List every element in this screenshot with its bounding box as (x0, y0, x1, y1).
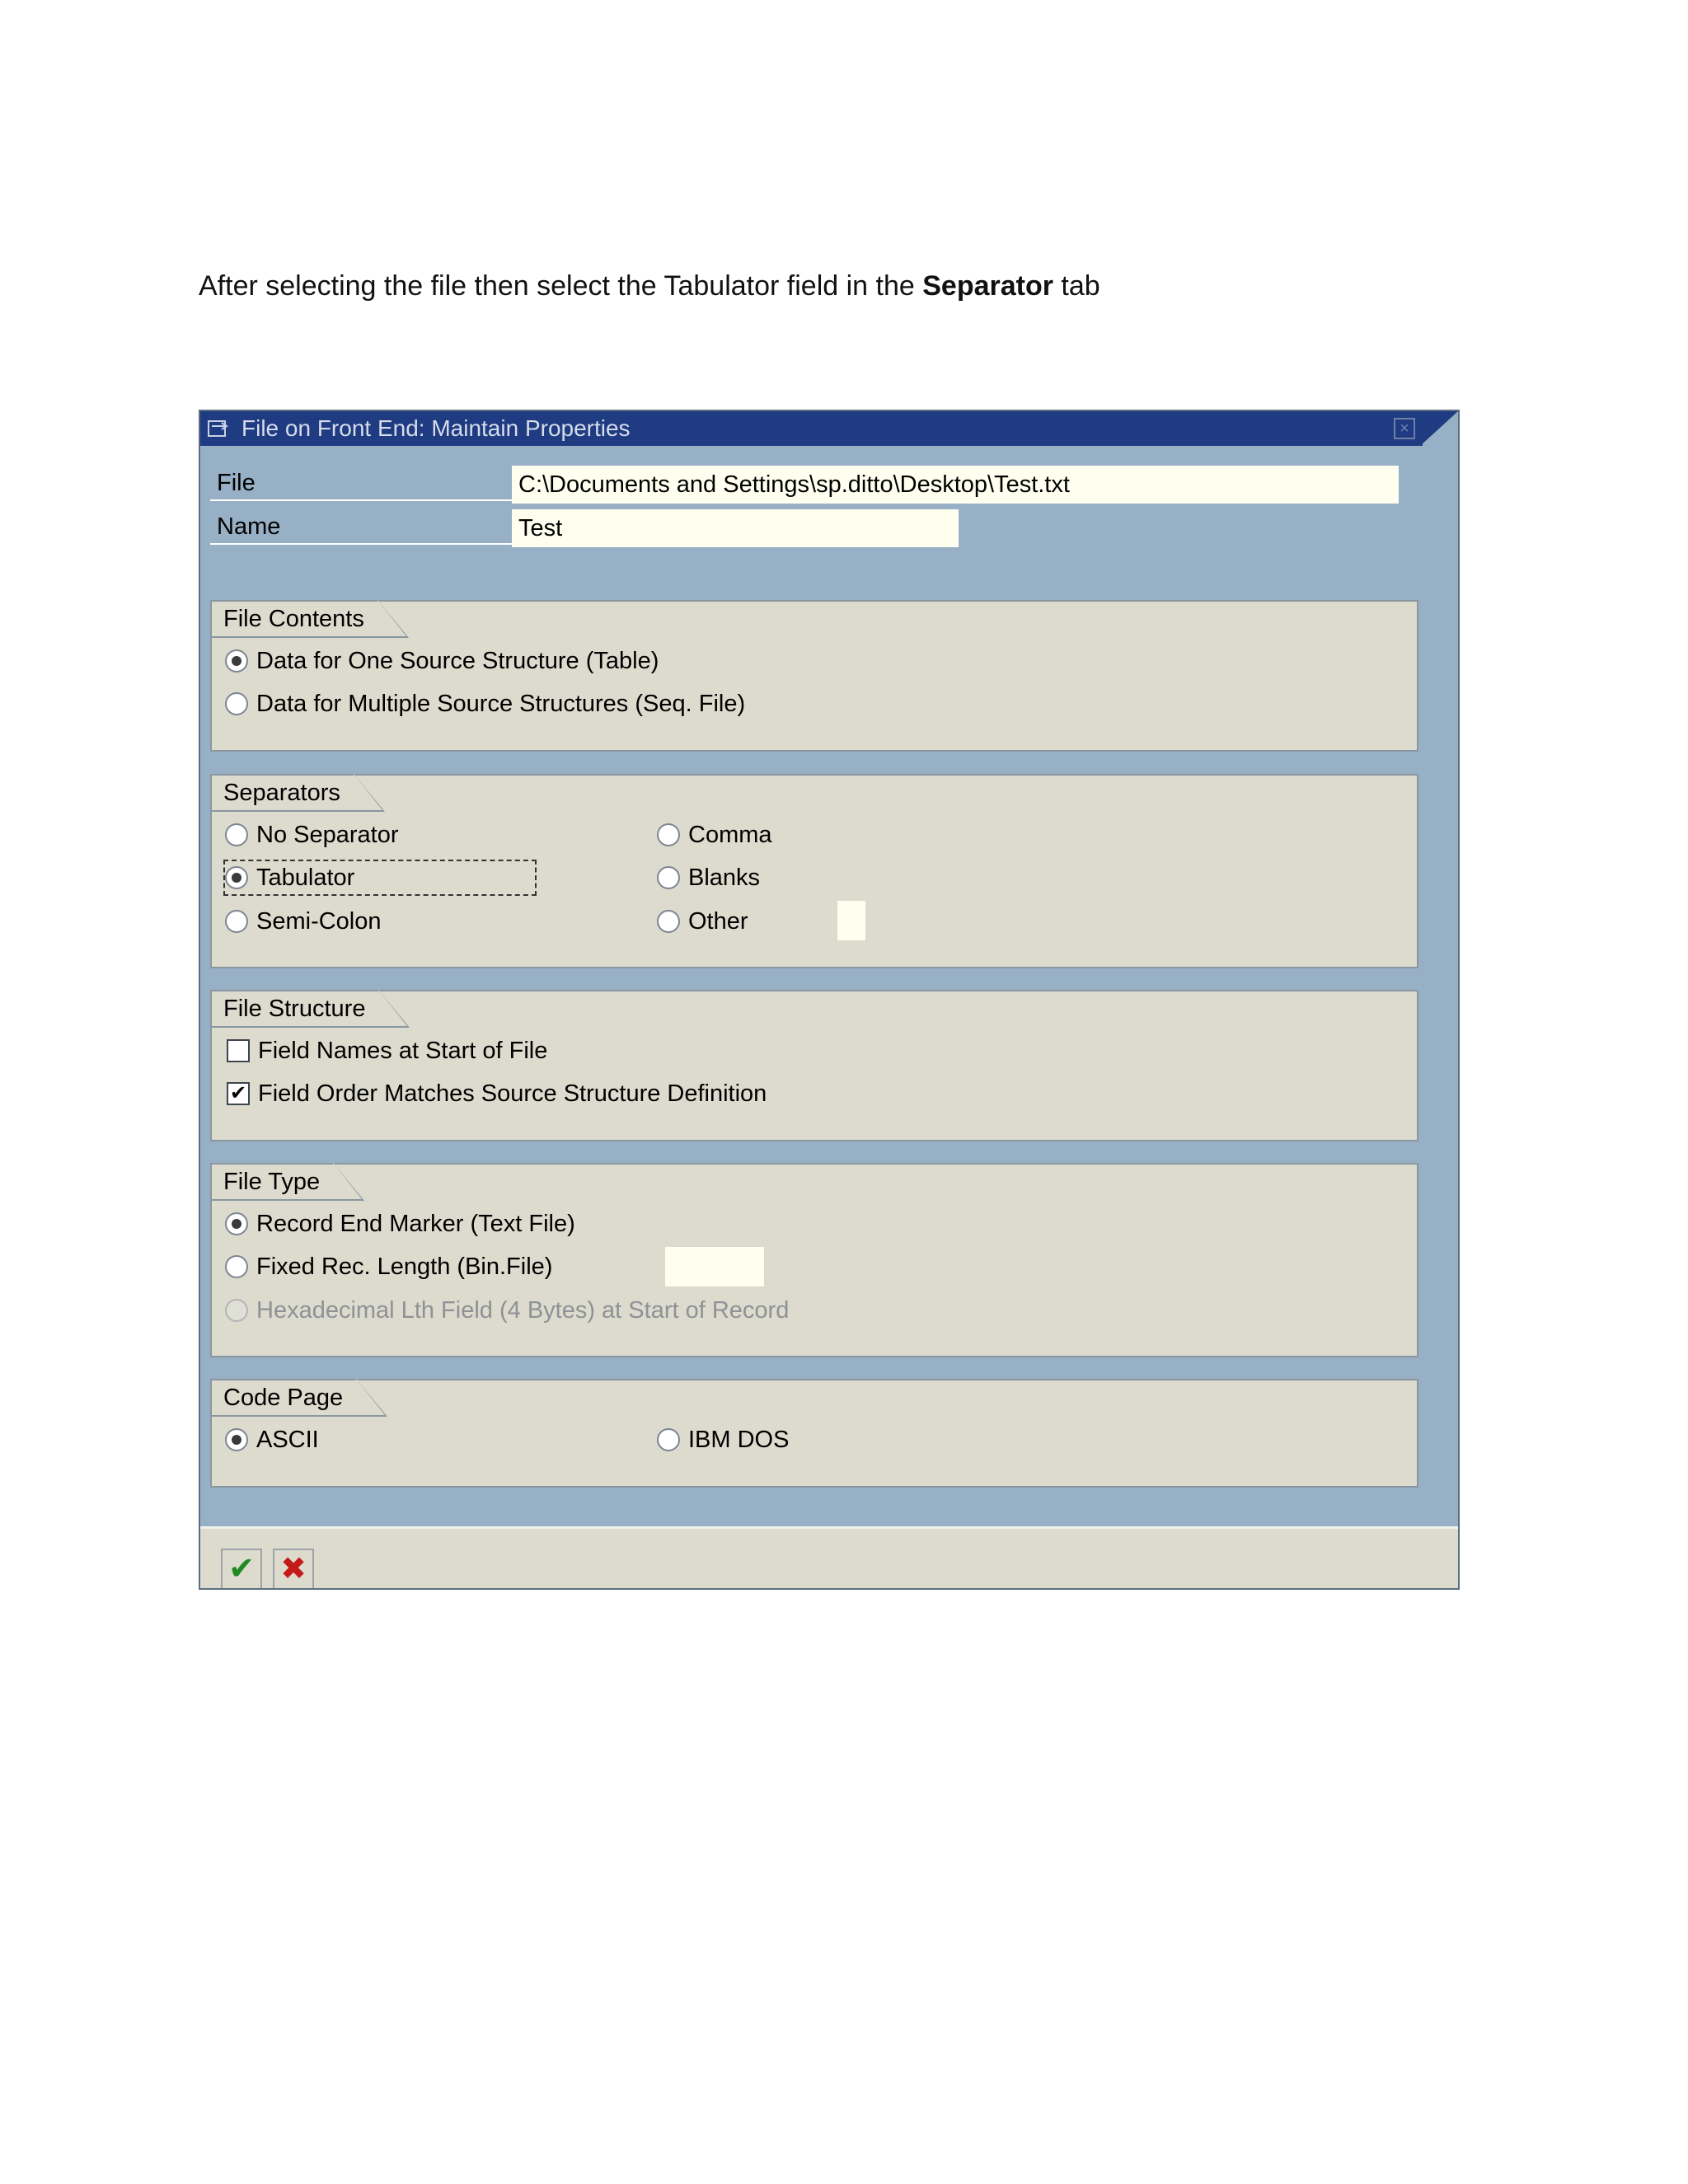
name-input[interactable]: Test (512, 509, 959, 547)
dialog-title: File on Front End: Maintain Properties (241, 415, 631, 441)
option-record-end-marker[interactable] (225, 1207, 575, 1240)
option-semi-colon[interactable] (225, 905, 382, 938)
instruction-text (199, 270, 1100, 302)
option-label: Blanks (688, 864, 761, 891)
checkbox-checked[interactable]: ✔ (227, 1082, 250, 1105)
option-label: Field Order Matches Source Structure Definition (258, 1080, 767, 1107)
radio-selected[interactable] (225, 866, 248, 889)
option-hexadecimal-length-field (225, 1294, 789, 1327)
option-label: Data for One Source Structure (Table) (256, 647, 659, 674)
option-other[interactable] (657, 905, 748, 938)
other-separator-input[interactable] (837, 901, 865, 940)
option-multiple-source-structures[interactable] (225, 687, 745, 720)
radio-selected[interactable] (225, 649, 248, 673)
option-field-names-at-start[interactable] (227, 1034, 547, 1067)
checkbox-unchecked[interactable] (227, 1039, 250, 1062)
file-structure-group (210, 990, 1418, 1141)
option-field-order-matches[interactable] (227, 1077, 767, 1110)
option-label: Data for Multiple Source Structures (Seq. File) (256, 690, 746, 717)
cancel-x-icon[interactable]: ✖ (273, 1549, 314, 1590)
radio-unselected[interactable] (225, 1255, 248, 1278)
close-icon[interactable]: × (1394, 418, 1415, 439)
option-label: Hexadecimal Lth Field (4 Bytes) at Start of Record (256, 1296, 790, 1324)
window-icon (207, 419, 230, 438)
file-path-input[interactable]: C:\Documents and Settings\sp.ditto\Desktop\Test.txt (512, 466, 1399, 504)
file-label: File (210, 466, 512, 501)
title-bar-corner (1420, 411, 1458, 446)
file-type-title: File Type (212, 1165, 335, 1201)
file-contents-title: File Contents (212, 602, 379, 638)
option-label: Semi-Colon (256, 907, 382, 935)
radio-unselected[interactable] (657, 823, 680, 846)
instruction-bold-word: Separator (922, 270, 1053, 302)
option-label: Record End Marker (Text File) (256, 1210, 575, 1237)
option-label: Fixed Rec. Length (Bin.File) (256, 1253, 553, 1280)
confirm-check-icon[interactable]: ✔ (221, 1549, 262, 1590)
option-ibm-dos[interactable] (657, 1423, 789, 1456)
option-comma[interactable] (657, 818, 772, 851)
code-page-title: Code Page (212, 1380, 358, 1417)
radio-unselected[interactable] (657, 866, 680, 889)
file-type-group (210, 1163, 1418, 1357)
option-label: Comma (688, 821, 772, 848)
option-blanks[interactable] (657, 861, 760, 894)
option-no-separator[interactable] (225, 818, 399, 851)
radio-unselected[interactable] (657, 1428, 680, 1451)
radio-disabled (225, 1299, 248, 1322)
dialog-title-bar[interactable] (200, 411, 1423, 446)
option-ascii[interactable] (225, 1423, 319, 1456)
option-one-source-structure[interactable] (225, 644, 659, 677)
option-label: Tabulator (256, 864, 355, 891)
radio-unselected[interactable] (225, 823, 248, 846)
option-label: IBM DOS (688, 1426, 790, 1453)
radio-selected[interactable] (225, 1428, 248, 1451)
code-page-group (210, 1379, 1418, 1488)
instruction-text-start: After selecting the file then select the Tabulator field in the (199, 270, 923, 302)
radio-unselected[interactable] (225, 910, 248, 933)
option-fixed-record-length[interactable] (225, 1250, 552, 1283)
radio-selected[interactable] (225, 1212, 248, 1235)
dialog-footer (200, 1526, 1460, 1590)
option-label: Other (688, 907, 748, 935)
radio-unselected[interactable] (225, 692, 248, 715)
file-structure-title: File Structure (212, 991, 380, 1028)
file-contents-group (210, 600, 1418, 752)
maintain-properties-dialog (199, 410, 1460, 1590)
option-label: ASCII (256, 1426, 319, 1453)
option-tabulator[interactable] (225, 861, 354, 894)
option-label: Field Names at Start of File (258, 1037, 548, 1064)
instruction-text-end: tab (1053, 270, 1100, 302)
radio-unselected[interactable] (657, 910, 680, 933)
fixed-length-input[interactable] (665, 1247, 764, 1286)
separators-title: Separators (212, 776, 355, 812)
separators-group (210, 774, 1418, 968)
option-label: No Separator (256, 821, 399, 848)
name-label: Name (210, 510, 512, 545)
